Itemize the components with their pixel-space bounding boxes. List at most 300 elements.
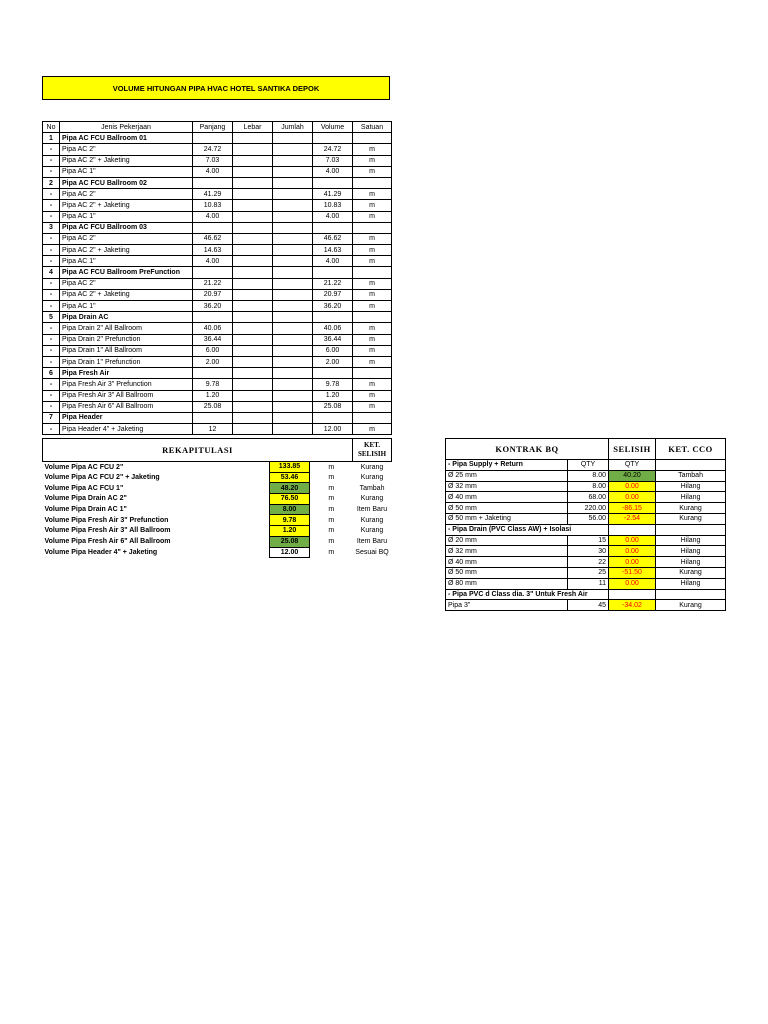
item-satuan: m	[353, 379, 392, 390]
section-label: Pipa Header	[60, 412, 193, 423]
rekap-row	[43, 536, 392, 547]
item-panjang: 20.97	[193, 289, 233, 300]
rekap-row	[43, 472, 392, 483]
rekap-value: 8.00	[270, 504, 310, 515]
table-row	[43, 233, 392, 244]
kontrak-ket: Hilang	[656, 481, 726, 492]
empty-cell	[273, 222, 313, 233]
empty-cell	[313, 133, 353, 144]
kontrak-qty: 220.00	[568, 503, 609, 514]
kontrak-row	[446, 557, 726, 568]
kontrak-label: Ø 80 mm	[446, 578, 568, 589]
kontrak-selisih: QTY	[609, 460, 656, 471]
item-lebar	[233, 189, 273, 200]
kontrak-qty: 15	[568, 535, 609, 546]
row-no: -	[43, 211, 60, 222]
rekap-value: 53.46	[270, 472, 310, 483]
kontrak-section-label: - Pipa Drain (PVC Class AW) + Isolasi	[446, 524, 609, 535]
rekap-label: Volume Pipa Fresh Air 3" All Ballroom	[44, 527, 171, 535]
kontrak-selisih: 0.00	[609, 492, 656, 503]
volume-table-body	[43, 133, 392, 435]
rekap-ket: Kurang	[360, 474, 384, 482]
row-no: -	[43, 323, 60, 334]
rekap-ket: Kurang	[360, 527, 384, 535]
kontrak-ket: Kurang	[656, 567, 726, 578]
volume-table	[42, 121, 392, 435]
empty-cell	[233, 133, 273, 144]
rekap-ket: Item Baru	[356, 538, 388, 546]
item-label: Pipa Drain 1" Prefunction	[60, 356, 193, 367]
kontrak-selisih: 0.00	[609, 481, 656, 492]
kontrak-qty: QTY	[568, 460, 609, 471]
item-lebar	[233, 424, 273, 435]
empty-cell	[273, 177, 313, 188]
row-no: -	[43, 334, 60, 345]
kontrak-ket	[656, 589, 726, 600]
item-volume: 4.00	[313, 166, 353, 177]
item-volume: 10.83	[313, 200, 353, 211]
table-row	[43, 334, 392, 345]
item-label: Pipa AC 2"	[60, 144, 193, 155]
item-label: Pipa AC 1"	[60, 301, 193, 312]
empty-cell	[233, 368, 273, 379]
empty-cell	[233, 267, 273, 278]
kontrak-label: Ø 20 mm	[446, 535, 568, 546]
item-lebar	[233, 166, 273, 177]
item-jumlah	[273, 256, 313, 267]
section-label: Pipa Drain AC	[60, 312, 193, 323]
rekap-label: Volume Pipa Drain AC 2"	[44, 495, 127, 503]
kontrak-qty: 8.00	[568, 481, 609, 492]
item-volume: 1.20	[313, 390, 353, 401]
rekap-row	[43, 526, 392, 537]
item-label: Pipa Fresh Air 3" All Ballroom	[60, 390, 193, 401]
rekap-title: REKAPITULASI	[43, 439, 353, 462]
item-label: Pipa Fresh Air 3" Prefunction	[60, 379, 193, 390]
item-panjang: 21.22	[193, 278, 233, 289]
item-volume: 21.22	[313, 278, 353, 289]
table-row	[43, 301, 392, 312]
rekap-unit: m	[328, 548, 335, 556]
empty-cell	[273, 412, 313, 423]
empty-cell	[193, 222, 233, 233]
empty-cell	[313, 368, 353, 379]
kontrak-qty: 30	[568, 546, 609, 557]
row-no: -	[43, 233, 60, 244]
kontrak-row	[446, 492, 726, 503]
item-lebar	[233, 245, 273, 256]
item-satuan: m	[353, 390, 392, 401]
kontrak-ket: Hilang	[656, 557, 726, 568]
kontrak-ket	[656, 460, 726, 471]
item-volume: 2.00	[313, 356, 353, 367]
item-satuan: m	[353, 155, 392, 166]
empty-cell	[353, 368, 392, 379]
kontrak-label: Ø 25 mm	[446, 470, 568, 481]
rekap-value: 12.00	[270, 547, 310, 558]
item-panjang: 7.03	[193, 155, 233, 166]
item-label: Pipa AC 2"	[60, 233, 193, 244]
rekap-label: Volume Pipa AC FCU 2"	[44, 463, 124, 471]
rekap-value: 9.78	[270, 515, 310, 526]
item-jumlah	[273, 379, 313, 390]
kontrak-ket: Kurang	[656, 513, 726, 524]
row-no: 1	[43, 133, 60, 144]
item-volume: 7.03	[313, 155, 353, 166]
rekap-unit: m	[328, 538, 335, 546]
row-no: 4	[43, 267, 60, 278]
table-row	[43, 166, 392, 177]
rekap-ket-header: KET. SELISIH	[353, 439, 392, 462]
item-volume: 12.00	[313, 424, 353, 435]
empty-cell	[233, 177, 273, 188]
row-no: 7	[43, 412, 60, 423]
row-no: -	[43, 401, 60, 412]
empty-cell	[353, 133, 392, 144]
header-jumlah: Jumlah	[273, 122, 313, 133]
item-panjang: 24.72	[193, 144, 233, 155]
section-label: Pipa Fresh Air	[60, 368, 193, 379]
item-satuan: m	[353, 334, 392, 345]
section-row	[43, 368, 392, 379]
kontrak-row	[446, 600, 726, 611]
rekap-label: Volume Pipa Fresh Air 3" Prefunction	[44, 516, 169, 524]
item-jumlah	[273, 424, 313, 435]
table-row	[43, 245, 392, 256]
kontrak-ket: Hilang	[656, 535, 726, 546]
empty-cell	[273, 312, 313, 323]
kontrak-row	[446, 567, 726, 578]
item-lebar	[233, 379, 273, 390]
section-row	[43, 312, 392, 323]
row-no: -	[43, 278, 60, 289]
item-satuan: m	[353, 233, 392, 244]
item-panjang: 1.20	[193, 390, 233, 401]
item-volume: 46.62	[313, 233, 353, 244]
kontrak-section-row	[446, 524, 726, 535]
item-satuan: m	[353, 289, 392, 300]
rekap-label: Volume Pipa AC FCU 2" + Jaketing	[44, 474, 160, 482]
rekap-row	[43, 504, 392, 515]
item-satuan: m	[353, 356, 392, 367]
table-row	[43, 189, 392, 200]
table-row	[43, 356, 392, 367]
item-label: Pipa AC 2"	[60, 189, 193, 200]
item-lebar	[233, 356, 273, 367]
item-label: Pipa AC 2" + Jaketing	[60, 200, 193, 211]
kontrak-selisih	[609, 524, 656, 535]
row-no: 3	[43, 222, 60, 233]
row-no: -	[43, 245, 60, 256]
kontrak-qty: 11	[568, 578, 609, 589]
rekap-value: 133.85	[270, 462, 310, 473]
item-satuan: m	[353, 200, 392, 211]
item-panjang: 10.83	[193, 200, 233, 211]
empty-cell	[273, 368, 313, 379]
kontrak-label: Ø 50 mm + Jaketing	[446, 513, 568, 524]
rekap-label: Volume Pipa Drain AC 1"	[44, 506, 127, 514]
item-label: Pipa AC 2" + Jaketing	[60, 245, 193, 256]
item-satuan: m	[353, 345, 392, 356]
item-lebar	[233, 200, 273, 211]
empty-cell	[273, 267, 313, 278]
item-lebar	[233, 211, 273, 222]
row-no: -	[43, 379, 60, 390]
rekap-row	[43, 515, 392, 526]
item-lebar	[233, 401, 273, 412]
kontrak-selisih: 40.20	[609, 470, 656, 481]
kontrak-ket: Hilang	[656, 546, 726, 557]
item-volume: 14.63	[313, 245, 353, 256]
item-satuan: m	[353, 144, 392, 155]
rekap-ket: Kurang	[360, 495, 384, 503]
item-label: Pipa AC 1"	[60, 256, 193, 267]
rekap-ket: Sesuai BQ	[355, 548, 389, 556]
item-satuan: m	[353, 189, 392, 200]
table-row	[43, 323, 392, 334]
table-row	[43, 424, 392, 435]
item-label: Pipa AC 2" + Jaketing	[60, 155, 193, 166]
table-row	[43, 379, 392, 390]
row-no: 6	[43, 368, 60, 379]
header-volume: Volume	[313, 122, 353, 133]
row-no: -	[43, 189, 60, 200]
rekap-value: 76.50	[270, 494, 310, 505]
item-jumlah	[273, 211, 313, 222]
table-row	[43, 278, 392, 289]
volume-table-header	[43, 122, 392, 133]
item-label: Pipa Drain 2" All Ballroom	[60, 323, 193, 334]
item-satuan: m	[353, 166, 392, 177]
row-no: -	[43, 155, 60, 166]
empty-cell	[353, 412, 392, 423]
item-jumlah	[273, 356, 313, 367]
item-satuan: m	[353, 256, 392, 267]
rekap-ket: Tambah	[359, 484, 385, 492]
rekap-value: 48.20	[270, 483, 310, 494]
empty-cell	[313, 267, 353, 278]
empty-cell	[353, 312, 392, 323]
rekap-unit: m	[328, 506, 335, 514]
kontrak-selisih: 0.00	[609, 546, 656, 557]
item-volume: 20.97	[313, 289, 353, 300]
kontrak-row	[446, 578, 726, 589]
section-label: Pipa AC FCU Ballroom 02	[60, 177, 193, 188]
rekap-label: Volume Pipa Fresh Air 6" All Ballroom	[44, 538, 171, 546]
item-panjang: 36.44	[193, 334, 233, 345]
kontrak-qty: 68.00	[568, 492, 609, 503]
item-jumlah	[273, 278, 313, 289]
row-no: -	[43, 301, 60, 312]
kontrak-ket: Kurang	[656, 503, 726, 514]
item-panjang: 4.00	[193, 211, 233, 222]
kontrak-label: Ø 40 mm	[446, 492, 568, 503]
kontrak-qty: 22	[568, 557, 609, 568]
kontrak-section-row	[446, 460, 726, 471]
row-no: -	[43, 345, 60, 356]
empty-cell	[233, 412, 273, 423]
kontrak-selisih: -34.02	[609, 600, 656, 611]
kontrak-title: KONTRAK BQ	[446, 439, 609, 460]
table-row	[43, 289, 392, 300]
empty-cell	[233, 312, 273, 323]
header-jenis: Jenis Pekerjaan	[60, 122, 193, 133]
row-no: -	[43, 289, 60, 300]
item-label: Pipa Fresh Air 6" All Ballroom	[60, 401, 193, 412]
kontrak-label: Ø 32 mm	[446, 481, 568, 492]
item-jumlah	[273, 390, 313, 401]
item-lebar	[233, 334, 273, 345]
item-volume: 40.06	[313, 323, 353, 334]
item-label: Pipa AC 2" + Jaketing	[60, 289, 193, 300]
item-volume: 24.72	[313, 144, 353, 155]
item-panjang: 4.00	[193, 166, 233, 177]
empty-cell	[273, 133, 313, 144]
rekap-value: 1.20	[270, 526, 310, 537]
empty-cell	[193, 368, 233, 379]
kontrak-selisih	[609, 589, 656, 600]
kontrak-selisih: 0.00	[609, 578, 656, 589]
item-label: Pipa AC 1"	[60, 166, 193, 177]
item-label: Pipa Drain 2" Prefunction	[60, 334, 193, 345]
empty-cell	[193, 412, 233, 423]
kontrak-label: Ø 40 mm	[446, 557, 568, 568]
row-no: -	[43, 390, 60, 401]
empty-cell	[313, 177, 353, 188]
row-no: -	[43, 424, 60, 435]
table-row	[43, 256, 392, 267]
row-no: -	[43, 256, 60, 267]
rekap-row	[43, 547, 392, 558]
item-lebar	[233, 345, 273, 356]
table-row	[43, 155, 392, 166]
item-panjang: 14.63	[193, 245, 233, 256]
kontrak-selisih: -86.15	[609, 503, 656, 514]
rekap-unit: m	[328, 527, 335, 535]
kontrak-label: Ø 32 mm	[446, 546, 568, 557]
page-title	[42, 76, 390, 100]
item-label: Pipa Drain 1" All Ballroom	[60, 345, 193, 356]
section-row	[43, 177, 392, 188]
table-row	[43, 345, 392, 356]
kontrak-row	[446, 546, 726, 557]
item-jumlah	[273, 144, 313, 155]
item-lebar	[233, 144, 273, 155]
rekap-ket: Kurang	[360, 463, 384, 471]
item-lebar	[233, 289, 273, 300]
kontrak-section-label: - Pipa Supply + Return	[446, 460, 568, 471]
item-volume: 4.00	[313, 211, 353, 222]
section-row	[43, 412, 392, 423]
kontrak-table-body	[446, 439, 726, 611]
table-row	[43, 211, 392, 222]
item-volume: 36.44	[313, 334, 353, 345]
section-row	[43, 222, 392, 233]
item-satuan: m	[353, 278, 392, 289]
kontrak-ket: Hilang	[656, 492, 726, 503]
empty-cell	[313, 412, 353, 423]
kontrak-row	[446, 481, 726, 492]
item-lebar	[233, 155, 273, 166]
row-no: -	[43, 166, 60, 177]
rekap-header	[43, 439, 392, 462]
empty-cell	[353, 267, 392, 278]
page-title-text: VOLUME HITUNGAN PIPA HVAC HOTEL SANTIKA DEPOK	[112, 83, 320, 93]
item-satuan: m	[353, 424, 392, 435]
rekap-label: Volume Pipa AC FCU 1"	[44, 484, 124, 492]
kontrak-ket: Kurang	[656, 600, 726, 611]
rekap-unit: m	[328, 463, 335, 471]
item-jumlah	[273, 189, 313, 200]
item-volume: 9.78	[313, 379, 353, 390]
table-row	[43, 401, 392, 412]
rekap-ket: Kurang	[360, 516, 384, 524]
item-panjang: 40.06	[193, 323, 233, 334]
item-panjang: 6.00	[193, 345, 233, 356]
item-panjang: 36.20	[193, 301, 233, 312]
kontrak-selisih: -2.54	[609, 513, 656, 524]
empty-cell	[193, 133, 233, 144]
item-panjang: 9.78	[193, 379, 233, 390]
item-volume: 4.00	[313, 256, 353, 267]
section-label: Pipa AC FCU Ballroom 01	[60, 133, 193, 144]
item-satuan: m	[353, 245, 392, 256]
empty-cell	[193, 267, 233, 278]
rekap-row	[43, 462, 392, 473]
item-satuan: m	[353, 323, 392, 334]
item-lebar	[233, 301, 273, 312]
item-jumlah	[273, 345, 313, 356]
table-row	[43, 390, 392, 401]
table-row	[43, 144, 392, 155]
rekap-unit: m	[328, 516, 335, 524]
rekap-table-body	[43, 439, 392, 558]
item-jumlah	[273, 401, 313, 412]
kontrak-ket: Tambah	[656, 470, 726, 481]
item-lebar	[233, 256, 273, 267]
empty-cell	[353, 222, 392, 233]
item-jumlah	[273, 334, 313, 345]
rekap-unit: m	[328, 484, 335, 492]
kontrak-table	[445, 438, 726, 611]
header-satuan: Satuan	[353, 122, 392, 133]
kontrak-selisih: -51.50	[609, 567, 656, 578]
empty-cell	[193, 177, 233, 188]
item-jumlah	[273, 245, 313, 256]
kontrak-label: Pipa 3"	[446, 600, 568, 611]
kontrak-qty: 45	[568, 600, 609, 611]
section-label: Pipa AC FCU Ballroom 03	[60, 222, 193, 233]
item-jumlah	[273, 166, 313, 177]
item-panjang: 12	[193, 424, 233, 435]
item-panjang: 4.00	[193, 256, 233, 267]
row-no: -	[43, 356, 60, 367]
kontrak-ket-header: KET. CCO	[656, 439, 726, 460]
item-jumlah	[273, 323, 313, 334]
rekap-unit: m	[328, 495, 335, 503]
kontrak-selisih: 0.00	[609, 557, 656, 568]
rekap-label: Volume Pipa Header 4" + Jaketing	[44, 548, 158, 556]
item-lebar	[233, 390, 273, 401]
item-lebar	[233, 278, 273, 289]
empty-cell	[233, 222, 273, 233]
item-satuan: m	[353, 301, 392, 312]
kontrak-row	[446, 470, 726, 481]
item-label: Pipa AC 2"	[60, 278, 193, 289]
empty-cell	[193, 312, 233, 323]
item-satuan: m	[353, 211, 392, 222]
item-jumlah	[273, 233, 313, 244]
